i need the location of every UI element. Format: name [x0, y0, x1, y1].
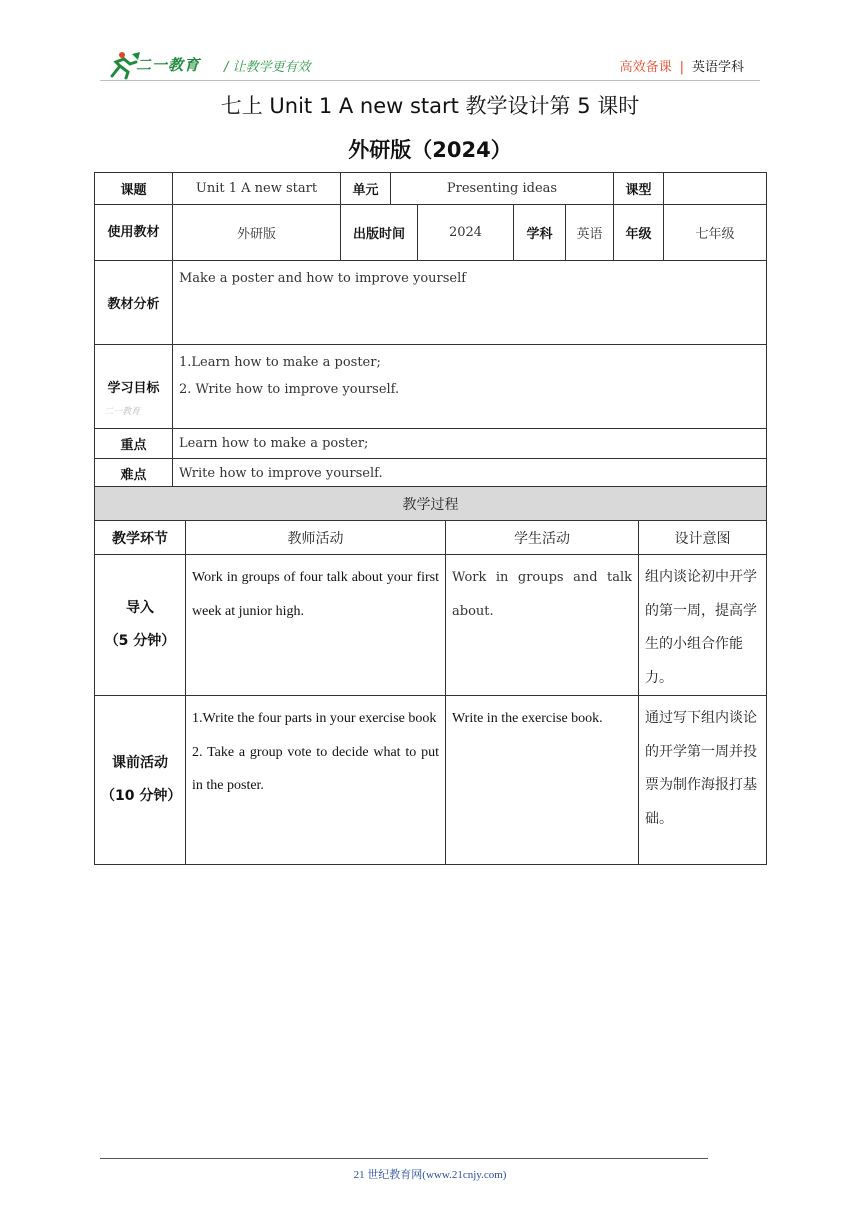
unit-label: 单元	[341, 173, 391, 205]
difficult-value: Write how to improve yourself.	[173, 459, 767, 489]
header-subject-label: 英语学科	[691, 60, 744, 75]
goal-item: 2. Write how to improve yourself.	[179, 382, 400, 397]
stage-name: 导入	[126, 600, 154, 616]
student-activity: Work in groups and talk about.	[446, 555, 639, 696]
stage-time: （5 分钟）	[104, 633, 176, 649]
difficult-label: 难点	[95, 459, 173, 489]
footer-divider	[100, 1158, 708, 1159]
analysis-value: Make a poster and how to improve yourself	[173, 261, 767, 345]
footer-text[interactable]: 21 世纪教育网(www.21cnjy.com)	[353, 1169, 507, 1181]
key-value: Learn how to make a poster;	[173, 429, 767, 459]
topic-value: Unit 1 A new start	[173, 173, 341, 205]
stage-name: 课前活动	[112, 755, 168, 771]
process-table	[94, 486, 767, 865]
table-row	[95, 555, 767, 696]
logo-text: 二一教育	[136, 56, 201, 74]
column-header: 设计意图	[639, 521, 767, 555]
teacher-activity	[186, 696, 446, 865]
column-header: 教学环节	[95, 521, 186, 555]
textbook-value: 外研版	[173, 205, 341, 261]
unit-value: Presenting ideas	[391, 173, 614, 205]
student-activity: Write in the exercise book.	[446, 696, 639, 865]
pubtime-label: 出版时间	[341, 205, 418, 261]
type-label: 课型	[614, 173, 664, 205]
goal-item: 1.Learn how to make a poster;	[179, 355, 381, 370]
teacher-step: 1.Write the four parts in your exercise book	[192, 711, 437, 726]
design-intent: 通过写下组内谈论的开学第一周并投票为制作海报打基础。	[639, 696, 767, 865]
header-tag: 高效备课	[619, 60, 672, 75]
textbook-label: 使用教材	[95, 205, 173, 261]
key-label: 重点	[95, 429, 173, 459]
pubtime-value: 2024	[418, 205, 514, 261]
goals-label: 学习目标	[95, 345, 173, 429]
stage-cell	[95, 555, 186, 696]
info-table	[94, 172, 767, 489]
topic-label: 课题	[95, 173, 173, 205]
grade-value: 七年级	[664, 205, 767, 261]
teacher-step: 2. Take a group vote to decide what to put in the poster.	[192, 744, 439, 793]
header-subject	[620, 56, 744, 75]
grade-label: 年级	[614, 205, 664, 261]
watermark-logo	[104, 404, 140, 417]
column-header: 教师活动	[186, 521, 446, 555]
document-subtitle: 外研版（2024）	[348, 138, 512, 162]
watermark-text: 二一教育	[104, 407, 141, 417]
stage-time: （10 分钟）	[101, 788, 182, 804]
subject-value: 英语	[566, 205, 614, 261]
header-divider	[100, 80, 760, 81]
goals-value	[173, 345, 767, 429]
teacher-activity: Work in groups of four talk about your first week at junior high.	[186, 555, 446, 696]
table-row	[95, 696, 767, 865]
analysis-label: 教材分析	[95, 261, 173, 345]
process-title: 教学过程	[95, 487, 767, 521]
type-value	[664, 173, 767, 205]
header-separator: |	[679, 60, 684, 75]
page-header	[100, 46, 760, 82]
design-intent: 组内谈论初中开学的第一周，提高学生的小组合作能力。	[639, 555, 767, 696]
subject-label: 学科	[514, 205, 566, 261]
document-title: 七上 Unit 1 A new start 教学设计第 5 课时	[220, 94, 640, 118]
stage-cell	[95, 696, 186, 865]
slogan: / 让教学更有效	[224, 60, 311, 75]
column-header: 学生活动	[446, 521, 639, 555]
